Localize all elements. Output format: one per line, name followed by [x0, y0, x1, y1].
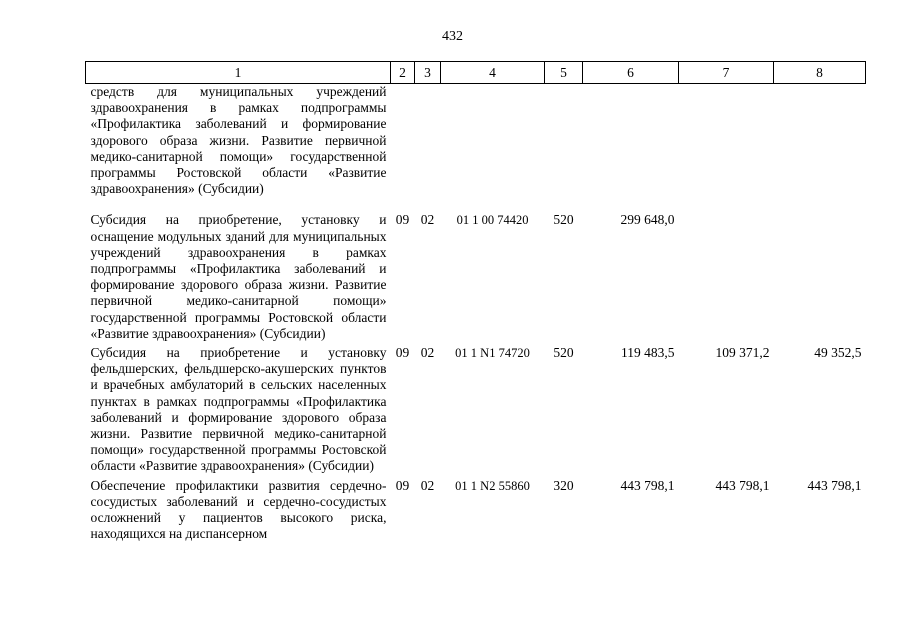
row-value-2: 443 798,1	[715, 477, 770, 493]
row-name: средств для муниципальных учреждений здравоохранения в рамках подпрограммы «Профилактика заболеваний и формирование здорового образа жизни. Развитие первичной медико-санитарной помощи» государственной программы Ростовской области «Развитие здравоохранения» (Субсидии)	[90, 84, 387, 197]
row-value-2: 109 371,2	[715, 345, 770, 361]
row-value-1: 443 798,1	[620, 477, 675, 493]
row-name: Субсидия на приобретение, установку и оснащение модульных зданий для муниципальных учреждений здравоохранения в рамках подпрограммы «Профилактика заболеваний и формирование здорового образа жизни. Развитие первичной медико-санитарной помощи» государственной программы Ростовской области «Развитие здравоохранения» (Субсидии)	[90, 212, 387, 341]
header-col-5: 5	[545, 62, 583, 84]
row-target-code: 01 1 N2 55860	[455, 478, 530, 493]
table-row	[86, 212, 866, 345]
row-subsection: 02	[420, 477, 435, 493]
row-value-2	[679, 212, 774, 345]
header-col-7: 7	[679, 62, 774, 84]
row-value-2	[679, 84, 774, 213]
row-name: Обеспечение профилактики развития сердечно-сосудистых заболеваний и сердечно-сосудистых осложнений у пациентов высокого риска, находящихся на диспансерном	[90, 477, 387, 542]
row-value-3: 49 352,5	[814, 345, 862, 361]
header-col-6: 6	[583, 62, 679, 84]
header-col-8: 8	[774, 62, 866, 84]
budget-table	[85, 61, 866, 545]
row-value-1: 119 483,5	[621, 345, 675, 361]
row-section	[391, 84, 415, 213]
row-section: 09	[395, 212, 410, 228]
row-expense-type: 520	[553, 345, 574, 361]
table-row	[86, 345, 866, 478]
table-row	[86, 84, 866, 213]
row-value-1	[583, 84, 679, 213]
table-row	[86, 478, 866, 546]
page-number: 432	[442, 29, 463, 44]
row-subsection: 02	[420, 345, 435, 361]
header-col-4: 4	[441, 62, 545, 84]
row-value-3: 443 798,1	[807, 477, 862, 493]
row-target-code: 01 1 N1 74720	[455, 346, 530, 361]
header-col-3: 3	[415, 62, 441, 84]
table-header-row	[86, 62, 866, 84]
row-name: Субсидия на приобретение и установку фельдшерских, фельдшерско-акушерских пунктов и врачебных амбулаторий в сельских населенных пунктах в рамках подпрограммы «Профилактика заболеваний и формирование здорового образа жизни. Развитие первичной медико-санитарной помощи» государственной программы Ростовской области «Развитие здравоохранения» (Субсидии)	[90, 345, 387, 474]
row-section: 09	[395, 345, 410, 361]
row-subsection: 02	[420, 212, 435, 228]
row-target-code	[441, 84, 545, 213]
row-value-3	[774, 212, 866, 345]
row-target-code: 01 1 00 74420	[456, 213, 529, 228]
row-section: 09	[395, 477, 410, 493]
row-value-1: 299 648,0	[620, 212, 675, 228]
header-col-2: 2	[391, 62, 415, 84]
row-value-3	[774, 84, 866, 213]
header-col-1: 1	[86, 62, 391, 84]
row-expense-type: 320	[553, 477, 574, 493]
row-expense-type: 520	[553, 212, 574, 228]
row-subsection	[415, 84, 441, 213]
row-expense-type	[545, 84, 583, 213]
